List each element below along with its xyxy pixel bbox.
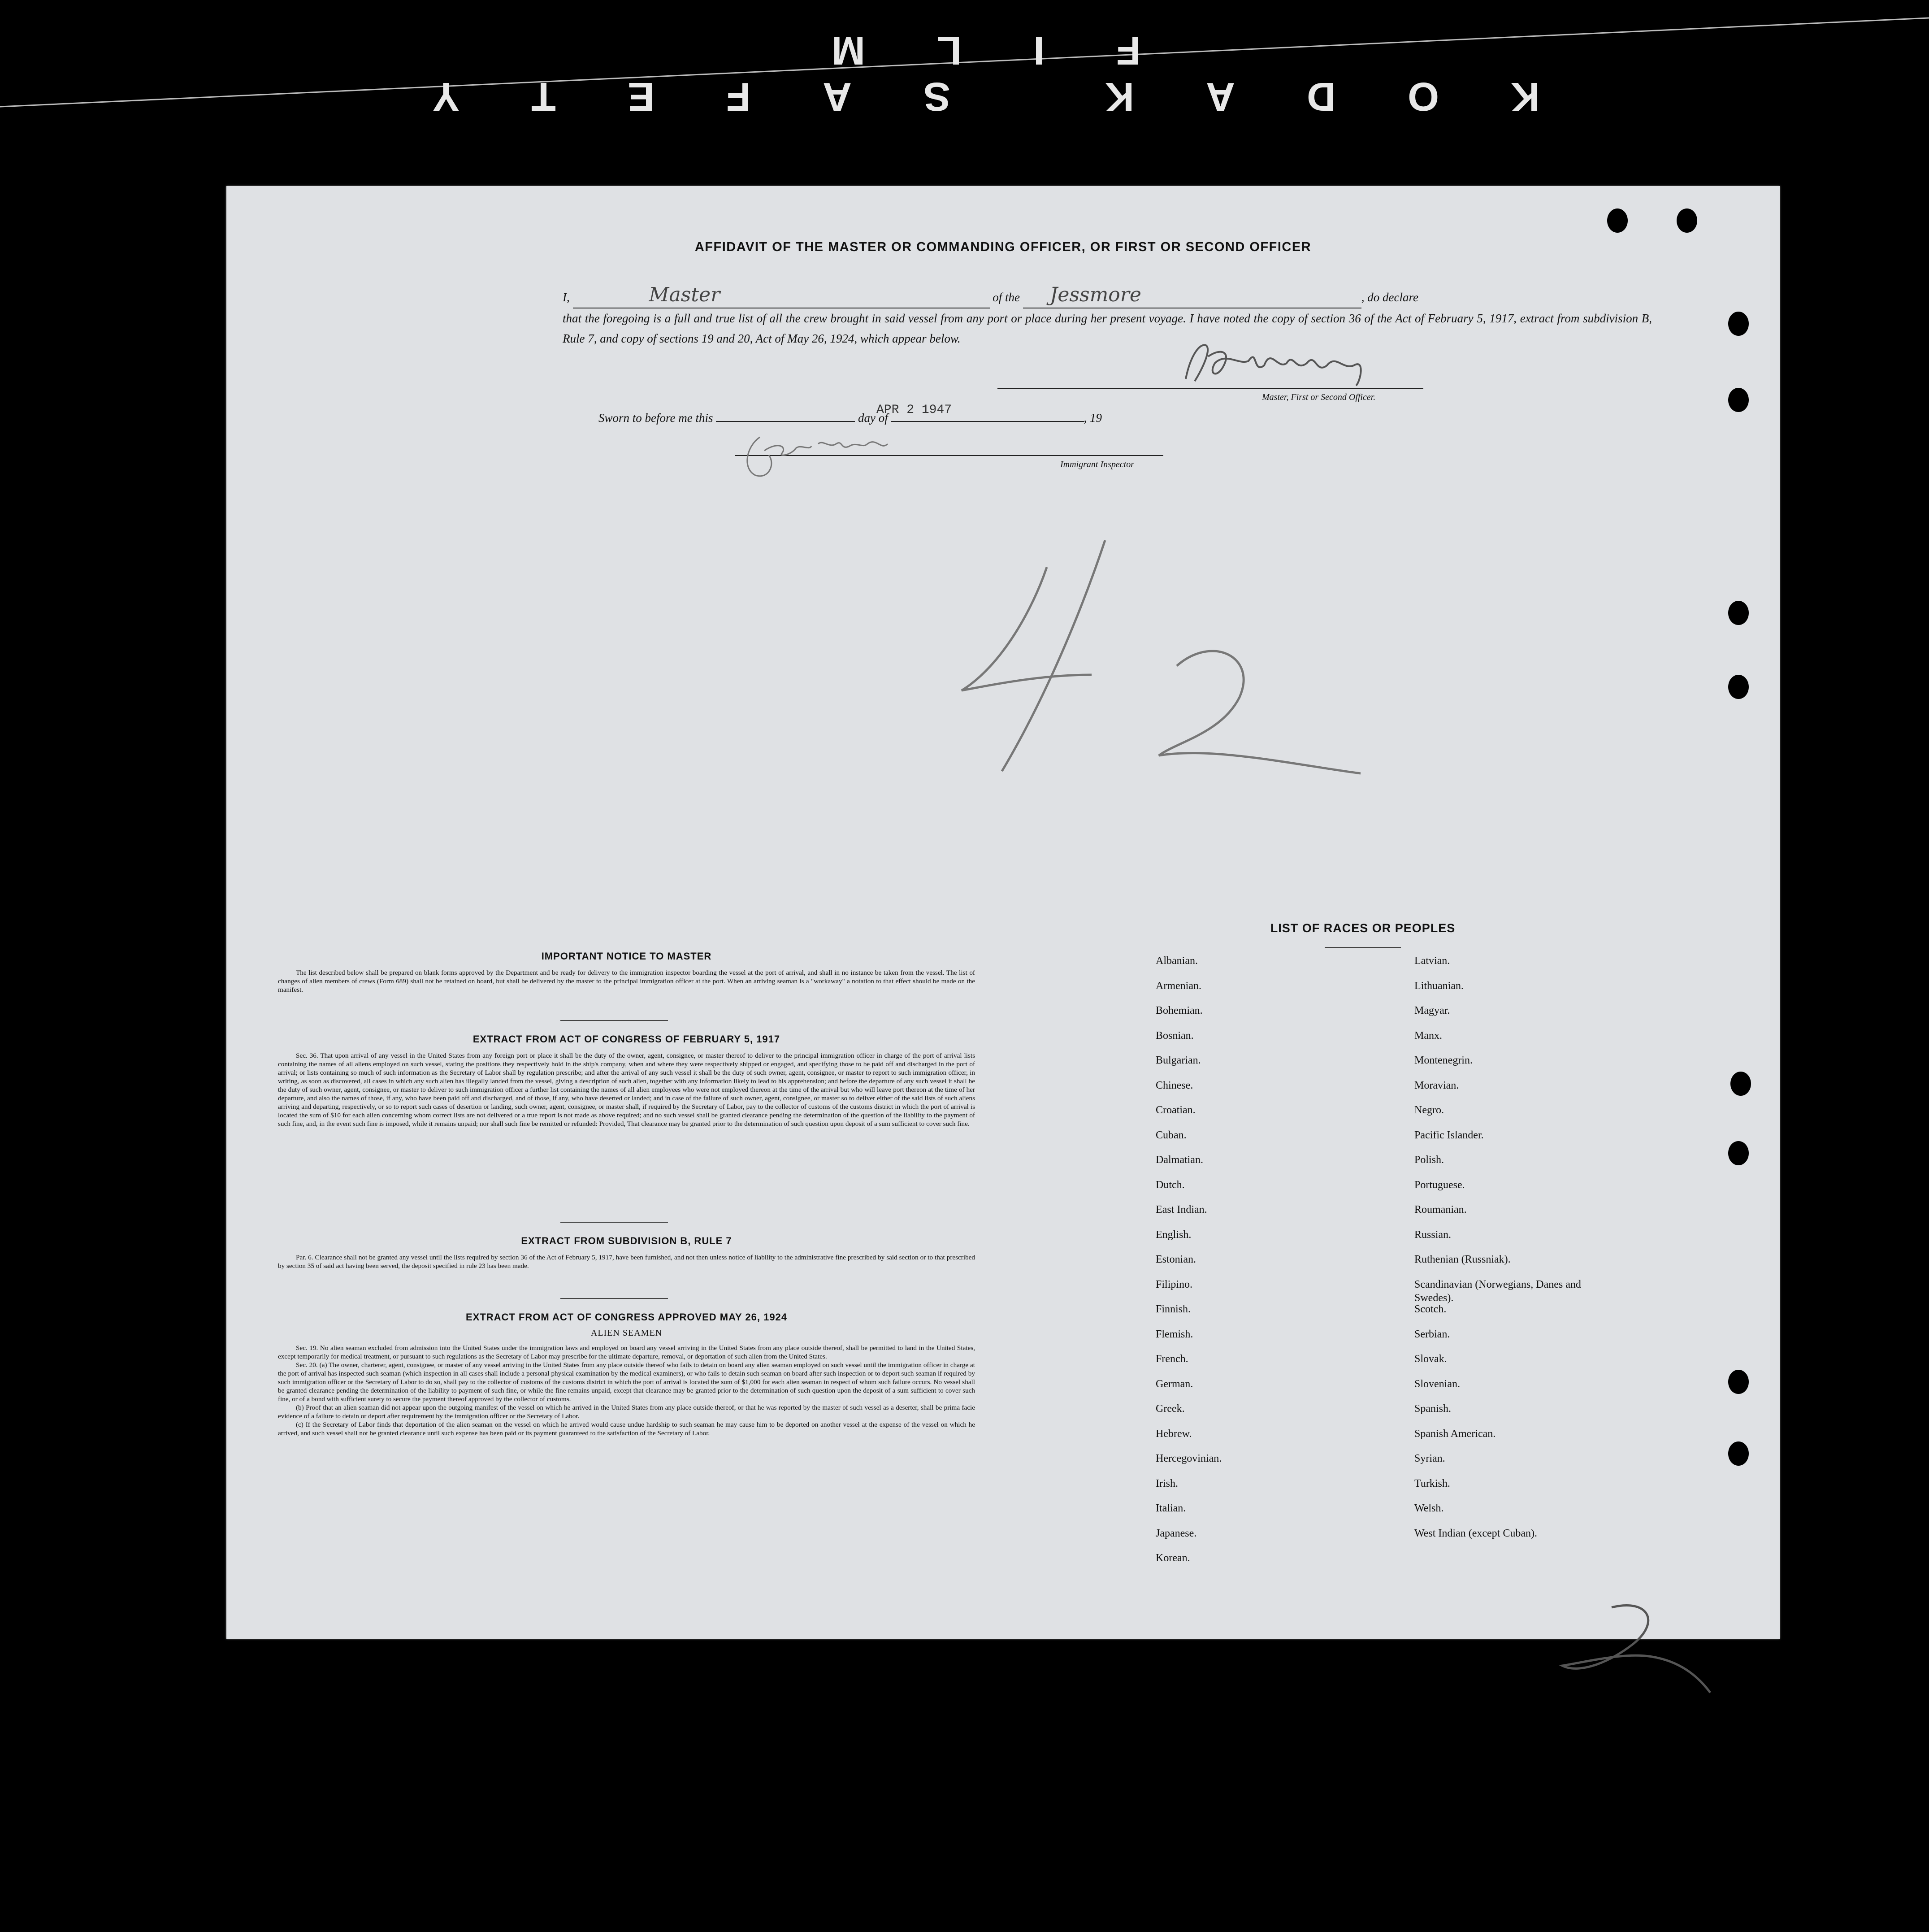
master-signature	[1181, 339, 1414, 388]
par-6-text: Par. 6. Clearance shall not be granted any vessel until the lists required by section 36 of the Act of February 5, 1917, have been furnished, and not then unless notice of liability to the administrative fine prescribed by said section or to that prescribed by section 35 of said act having been served, the deposit specified in rule 23 has been made.	[278, 1254, 975, 1270]
race-item: Greek.	[1156, 1403, 1185, 1415]
sec-20a-text: Sec. 20. (a) The owner, charterer, agent, consignee, or master of any vessel arriving in the United States from any place outside thereof who fails to detain on board any alien seaman employed on such vessel until the immigration officer in charge at the port of arrival has inspected such seaman (which inspection in all cases shall include a personal physical examination by the medical examiners), or who fails to detain such seaman on board after such inspection or to deport such seaman if required by such immigration officer or the Secretary of Labor to do so, shall pay to the collector of customs of the customs district in which the port of arrival is located the sum of $1,000 for each alien seaman in respect of whom such failure occurs. No vessel shall be granted clearance pending the determination of the liability to payment of such fine, or while the fine remains unpaid, except that clearance may be granted prior to the determination of such question upon the deposit of a sum sufficient to cover such fine, or of a bond with sufficient surety to secure the payment thereof approved by the collector of customs.	[278, 1361, 975, 1403]
race-item: Portuguese.	[1414, 1179, 1465, 1191]
race-item: Bulgarian.	[1156, 1055, 1201, 1066]
race-item: Roumanian.	[1414, 1204, 1467, 1216]
signature-label: Master, First or Second Officer.	[1262, 392, 1376, 402]
race-item: Bosnian.	[1156, 1029, 1194, 1042]
divider	[560, 1020, 668, 1021]
sec-20b-text: (b) Proof that an alien seaman did not appear upon the outgoing manifest of the vessel on which he arrived in the United States from any place outside thereof, or that he was reported by the master of such vessel as a deserter, shall be prima facie evidence of a failure to detain or deport after requirement by the immigration officer or the Secretary of Labor.	[278, 1404, 975, 1420]
race-item: Lithuanian.	[1414, 980, 1464, 992]
day-of-label: day of	[858, 411, 888, 425]
race-item: Japanese.	[1156, 1527, 1197, 1539]
punch-hole	[1728, 601, 1749, 625]
date-stamp: APR 2 1947	[876, 403, 952, 417]
affidavit-body: that the foregoing is a full and true list of all the crew brought in said vessel from any port or place during her present voyage. I have noted the copy of section 36 of the Act of February 5, 1917, extract from subdivision B, Rule 7, and copy of sections 19 and 20, Act of May 26, 1924, which appear below.	[563, 312, 1652, 345]
punch-hole	[1677, 208, 1697, 233]
affidavit-block	[563, 285, 1652, 349]
race-item: Negro.	[1414, 1104, 1444, 1116]
officer-handwritten: Master	[649, 283, 720, 306]
notice-text: The list described below shall be prepared on blank forms approved by the Department and be ready for delivery to the immigration inspector boarding the vessel at the port of arrival, and shall in no instance be taken from the vessel. The list of changes of alien members of crews (Form 689) shall not be retained on board, but shall be delivered by the master to the principal immigration officer at the port. When an arriving seaman is a "workaway" a notation to that effect should be made on the manifest.	[278, 969, 975, 994]
divider	[560, 1298, 668, 1299]
race-item: Chinese.	[1156, 1079, 1193, 1091]
race-item: Russian.	[1414, 1229, 1452, 1241]
inspector-label: Immigrant Inspector	[1060, 460, 1134, 469]
signature-line	[997, 388, 1423, 389]
race-item: Flemish.	[1156, 1328, 1193, 1340]
document-page	[226, 186, 1780, 1639]
race-item: Croatian.	[1156, 1104, 1196, 1116]
races-title: LIST OF RACES OR PEOPLES	[1270, 921, 1456, 935]
affidavit-title: AFFIDAVIT OF THE MASTER OR COMMANDING OFFICER, OR FIRST OR SECOND OFFICER	[694, 240, 1312, 254]
race-item: Armenian.	[1156, 980, 1201, 992]
race-item: East Indian.	[1156, 1204, 1207, 1216]
race-item: Italian.	[1156, 1502, 1186, 1514]
sec-19-text: Sec. 19. No alien seaman excluded from admission into the United States under the immigration laws and employed on board any vessel arriving in the United States from any place outside thereof, shall be permitted to land in the United States, except temporarily for medical treatment, or pursuant to such regulations as the Secretary of Labor may prescribe for the ultimate departure, removal, or deportation of such alien from the United States.	[278, 1344, 975, 1360]
race-item: Moravian.	[1414, 1079, 1459, 1091]
punch-hole	[1728, 1370, 1749, 1394]
race-item: Slovenian.	[1414, 1378, 1460, 1390]
race-item: Scandinavian (Norwegians, Danes and Swedes).	[1414, 1278, 1581, 1304]
handwritten-corner-number	[1544, 1598, 1724, 1715]
race-item: Syrian.	[1414, 1453, 1445, 1464]
punch-hole	[1728, 388, 1749, 412]
extract-1917-body	[278, 1051, 975, 1128]
race-item: Spanish.	[1414, 1403, 1452, 1415]
race-item: Latvian.	[1414, 955, 1450, 967]
race-item: English.	[1156, 1229, 1192, 1241]
of-the-label: of the	[993, 291, 1020, 304]
race-item: Pacific Islander.	[1414, 1129, 1484, 1141]
vessel-handwritten: Jessmore	[1049, 283, 1141, 306]
race-item: Hercegovinian.	[1156, 1453, 1222, 1464]
race-item: Filipino.	[1156, 1278, 1193, 1290]
race-item: Magyar.	[1414, 1005, 1450, 1016]
race-item: Serbian.	[1414, 1328, 1450, 1340]
race-item: Hebrew.	[1156, 1428, 1192, 1440]
sec-20c-text: (c) If the Secretary of Labor finds that deportation of the alien seaman on the vessel on which he arrived would cause undue hardship to such seaman he may cause him to be deported on another vessel at the expense of the vessel on which he arrived, and such vessel shall not be granted clearance until such expense has been paid or its payment guaranteed to the satisfaction of the Secretary of Labor.	[278, 1421, 975, 1437]
punch-hole	[1607, 208, 1628, 233]
affidavit-first-line	[563, 285, 1652, 308]
races-left-column	[1156, 954, 1222, 1576]
punch-hole	[1728, 1441, 1749, 1466]
race-item: Bohemian.	[1156, 1005, 1203, 1016]
punch-hole	[1728, 312, 1749, 336]
handwritten-number	[944, 527, 1392, 796]
race-item: Turkish.	[1414, 1477, 1450, 1489]
notice-body	[278, 968, 975, 994]
race-item: Ruthenian (Russniak).	[1414, 1254, 1511, 1265]
race-item: Spanish American.	[1414, 1428, 1496, 1440]
sec-36-text: Sec. 36. That upon arrival of any vessel in the United States from any foreign port or place it shall be the duty of the owner, agent, consignee, or master thereof to deliver to the principal immigration officer in charge of the port of arrival lists containing the names of all aliens employed on such vessel, stating the positions they respectively hold in the ship's company, when and where they were respectively shipped or engaged, and specifying those to be paid off and discharged in the port of arrival; or lists containing so much of such information as the Secretary of Labor shall by regulation prescribe; and after the arrival of any such vessel it shall be the duty of such owner, agent, consignee, or master to report to such immigration officer, in writing, as soon as discovered, all cases in which any such alien has illegally landed from the vessel, giving a description of such alien, together with any information likely to lead to his apprehension; and before the departure of any such vessel it shall be the duty of such owner, agent, consignee, or master to deliver to such immigration officer a further list containing the names of all alien employees who were not employed thereon at the time of the arrival but who will leave port thereon at the time of her departure, and also the names of those, if any, who have been paid off and discharged, and of those, if any, who have deserted or landed; and in case of the failure of such owner, agent, consignee, or master so to deliver either of the said lists of such aliens arriving and departing, respectively, or so to report such cases of desertion or landing, such owner, agent, consignee, or master shall, if required by the Secretary of Labor, pay to the collector of customs of the customs district in which the port of arrival is located the sum of $10 for each alien concerning whom correct lists are not delivered or a true report is not made as above required; and no such vessel shall be granted clearance pending the determination of the question of the liability to the payment of such fine, and, in the event such fine is imposed, while it remains unpaid; nor shall such fine be remitted or refunded: Provided, That clearance may be granted prior to the determination of such question upon deposit of a sum sufficient to cover such fine.	[278, 1052, 975, 1128]
punch-hole	[1728, 1141, 1749, 1165]
extract-1924-title: EXTRACT FROM ACT OF CONGRESS APPROVED MAY 26, 1924	[465, 1311, 788, 1323]
race-item: Montenegrin.	[1414, 1055, 1473, 1066]
extract-1924-body	[278, 1344, 975, 1437]
year-prefix: , 19	[1084, 411, 1102, 425]
race-item: Scotch.	[1414, 1303, 1447, 1315]
race-item: West Indian (except Cuban).	[1414, 1527, 1537, 1539]
alien-seamen-subtitle: ALIEN SEAMEN	[590, 1328, 663, 1338]
sworn-label: Sworn to before me this	[598, 411, 713, 425]
punch-hole	[1728, 675, 1749, 699]
extract-1917-title: EXTRACT FROM ACT OF CONGRESS OF FEBRUARY 5, 1917	[472, 1033, 780, 1045]
race-item: German.	[1156, 1378, 1193, 1390]
punch-hole	[1730, 1072, 1751, 1096]
race-item: Finnish.	[1156, 1303, 1191, 1315]
race-item: Dalmatian.	[1156, 1154, 1203, 1166]
officer-field	[573, 285, 990, 308]
notice-title: IMPORTANT NOTICE TO MASTER	[541, 951, 712, 962]
races-title-rule	[1325, 947, 1401, 948]
race-item: Estonian.	[1156, 1254, 1196, 1265]
race-item: Irish.	[1156, 1477, 1178, 1489]
divider	[560, 1222, 668, 1223]
race-item: Slovak.	[1414, 1353, 1447, 1365]
film-edge-text: KODAK SAFETY FILM	[360, 28, 1540, 119]
do-declare-label: , do declare	[1361, 291, 1418, 304]
race-item: Albanian.	[1156, 955, 1198, 967]
race-item: Korean.	[1156, 1552, 1190, 1564]
vessel-field	[1023, 285, 1361, 308]
race-item: Welsh.	[1414, 1502, 1444, 1514]
inspector-signature	[733, 419, 921, 482]
film-edge	[0, 0, 1929, 188]
race-item: Cuban.	[1156, 1129, 1187, 1141]
race-item: French.	[1156, 1353, 1188, 1365]
extract-rule7-title: EXTRACT FROM SUBDIVISION B, RULE 7	[521, 1235, 732, 1246]
extract-rule7-body	[278, 1253, 975, 1270]
race-item: Polish.	[1414, 1154, 1444, 1166]
i-label: I,	[563, 291, 570, 304]
races-right-column	[1414, 954, 1585, 1551]
race-item: Manx.	[1414, 1029, 1442, 1042]
race-item: Dutch.	[1156, 1179, 1185, 1191]
